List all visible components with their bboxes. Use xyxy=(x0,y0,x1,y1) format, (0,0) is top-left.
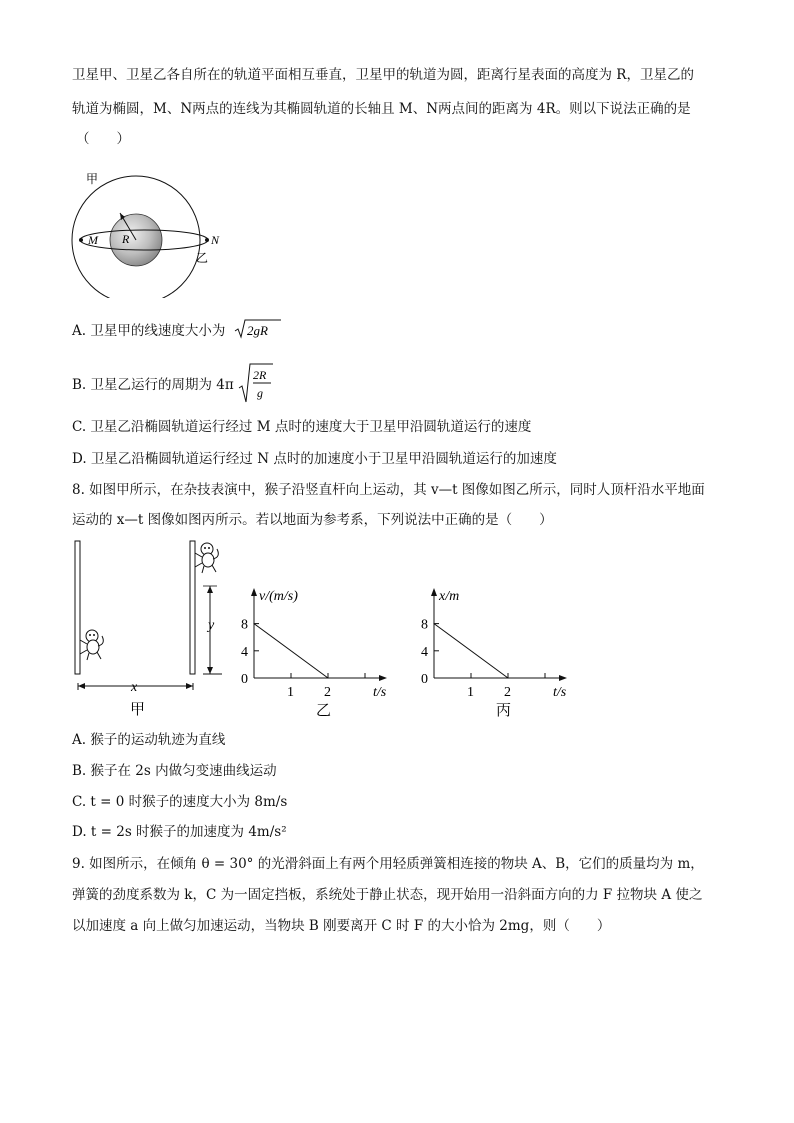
label-N: N xyxy=(211,233,220,247)
q7-option-a-text: A. 卫星甲的线速度大小为 xyxy=(72,323,226,339)
point-M xyxy=(79,238,83,242)
q9-stem-line1: 9. 如图所示，在倾角 θ = 30° 的光滑斜面上有两个用轻质弹簧相连接的物块 A、B，它们的质量均为 m， xyxy=(72,856,704,872)
q7-stem-line1: 卫星甲、卫星乙各自所在的轨道平面相互垂直，卫星甲的轨道为圆，距离行星表面的高度为 R，卫星乙的 xyxy=(72,67,694,83)
q8-stem-line1: 8. 如图甲所示，在杂技表演中，猴子沿竖直杆向上运动，其 v—t 图像如图乙所示，同时人顶杆沿水平地面 xyxy=(72,482,705,498)
yi-ytick-label-0: 0 xyxy=(241,672,248,687)
label-x: x xyxy=(131,680,138,695)
point-N xyxy=(205,238,209,242)
yi-xlabel: t/s xyxy=(373,685,387,700)
bing-ytick-label-4: 4 xyxy=(421,644,428,660)
bing-xtick-label-2: 2 xyxy=(504,685,511,700)
yi-data-point-1 xyxy=(327,677,328,678)
q8-option-c: C. t = 0 时猴子的速度大小为 8m/s xyxy=(72,794,288,810)
yi-xtick-label-1: 1 xyxy=(287,685,294,700)
yi-data-line xyxy=(254,624,328,678)
q9-stem-line3: 以加速度 a 向上做匀加速运动，当物块 B 刚要离开 C 时 F 的大小恰为 2mg，则（ ） xyxy=(72,918,611,934)
label-jia-fig: 甲 xyxy=(130,702,146,718)
label-M: M xyxy=(88,233,98,247)
yi-ytick-label-4: 4 xyxy=(241,644,248,660)
q7-answer-bracket: （ ） xyxy=(76,131,130,147)
yi-x-arrow xyxy=(379,675,387,681)
q7-option-a-formula: 2gR xyxy=(246,323,268,338)
q7-option-b-den: g xyxy=(257,386,264,400)
bing-data-line xyxy=(434,624,508,678)
q9-stem-line2: 弹簧的劲度系数为 k，C 为一固定挡板，系统处于静止状态，现开始用一沿斜面方向的力 F 拉物块 A 使之 xyxy=(72,887,703,903)
yi-data-point-0 xyxy=(253,623,254,624)
bing-data-point-0 xyxy=(433,623,434,624)
q7-option-d: D. 卫星乙沿椭圆轨道运行经过 N 点时的加速度小于卫星甲沿圆轨道运行的加速度 xyxy=(72,451,557,467)
q8-option-b: B. 猴子在 2s 内做匀变速曲线运动 xyxy=(72,763,277,779)
q7-orbit-figure xyxy=(68,168,228,298)
label-jia: 甲 xyxy=(86,172,99,186)
bing-data-point-1 xyxy=(507,677,508,678)
q7-option-a xyxy=(72,318,282,345)
sqrt-2gR xyxy=(234,318,282,345)
bing-x-arrow xyxy=(559,675,567,681)
q8-option-a: A. 猴子的运动轨迹为直线 xyxy=(72,732,226,748)
bing-ytick-label-0: 0 xyxy=(421,672,428,687)
bing-y-arrow xyxy=(431,588,437,596)
bing-ytick-label-8: 8 xyxy=(421,617,428,633)
yi-xtick-label-2: 2 xyxy=(324,685,331,700)
yi-figure-label: 乙 xyxy=(316,703,332,719)
q7-option-b xyxy=(72,362,274,409)
yi-ylabel: v/(m/s) xyxy=(259,589,298,604)
pole-right xyxy=(190,541,195,674)
bing-xtick-label-1: 1 xyxy=(467,685,474,700)
pole-left xyxy=(75,541,80,674)
q8-chart-bing xyxy=(412,582,592,720)
q8-stem-line2: 运动的 x—t 图像如图丙所示。若以地面为参考系，下列说法中正确的是（ ） xyxy=(72,512,553,528)
bing-ylabel: x/m xyxy=(439,589,460,604)
label-y: y xyxy=(208,618,215,633)
q8-figure-jia xyxy=(70,538,230,718)
bing-xlabel: t/s xyxy=(553,685,567,700)
q7-option-c: C. 卫星乙沿椭圆轨道运行经过 M 点时的速度大于卫星甲沿圆轨道运行的速度 xyxy=(72,419,532,435)
label-R: R xyxy=(122,232,130,246)
bing-figure-label: 丙 xyxy=(496,703,512,719)
sqrt-2R-over-g xyxy=(238,362,274,409)
q7-stem-line2: 轨道为椭圆，M、N两点的连线为其椭圆轨道的长轴且 M、N两点间的距离为 4R。则以下说法正确的是 xyxy=(72,101,691,117)
q7-option-b-num: 2R xyxy=(253,368,267,382)
yi-ytick-label-8: 8 xyxy=(241,617,248,633)
q7-option-b-text: B. 卫星乙运行的周期为 4π xyxy=(72,377,234,393)
label-yi: 乙 xyxy=(196,251,209,265)
q8-chart-yi xyxy=(232,582,402,720)
monkey-end xyxy=(195,543,218,573)
q8-option-d: D. t = 2s 时猴子的加速度为 4m/s² xyxy=(72,824,287,840)
yi-y-arrow xyxy=(251,588,257,596)
monkey-start xyxy=(80,630,103,660)
